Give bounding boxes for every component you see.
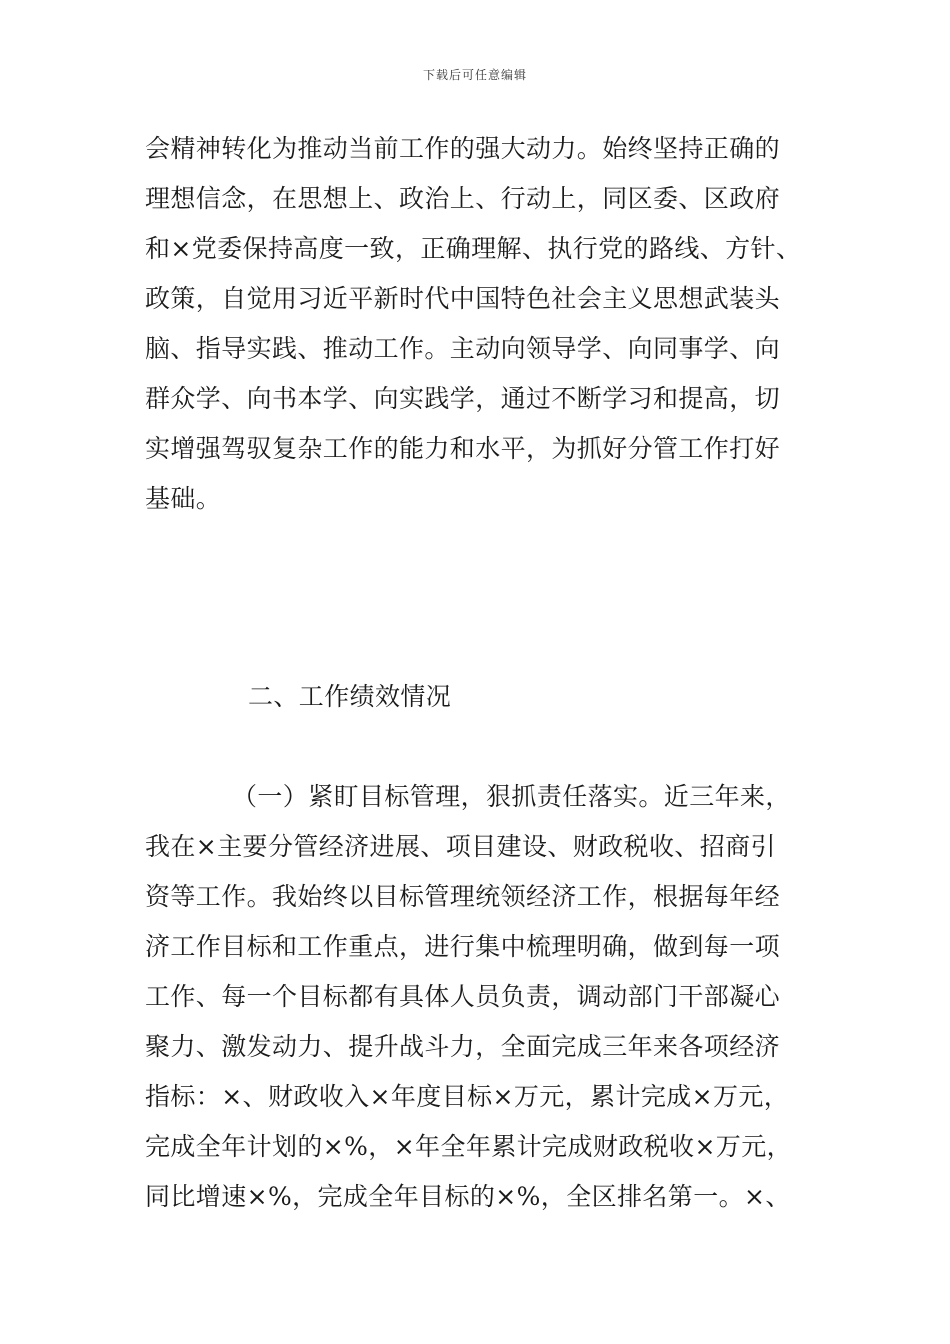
paragraph-line: 基础。 xyxy=(145,484,222,513)
paragraph-line: 我在×主要分管经济进展、项目建设、财政税收、招商引 xyxy=(145,832,776,861)
paragraph-line: 指标：×、财政收入×年度目标×万元，累计完成×万元， xyxy=(145,1082,790,1111)
paragraph-line: 同比增速×%，完成全年目标的×%，全区排名第一。×、 xyxy=(145,1182,791,1211)
paragraph-line: 实增强驾驭复杂工作的能力和水平，为抓好分管工作打好 xyxy=(145,434,781,463)
paragraph-line: 会精神转化为推动当前工作的强大动力。始终坚持正确的 xyxy=(145,134,781,163)
paragraph-line: 理想信念，在思想上、政治上、行动上，同区委、区政府 xyxy=(145,184,781,213)
page-header-note: 下载后可任意编辑 xyxy=(422,68,527,82)
paragraph-line: 脑、指导实践、推动工作。主动向领导学、向同事学、向 xyxy=(145,334,781,363)
paragraph-line: 资等工作。我始终以目标管理统领经济工作，根据每年经 xyxy=(145,882,781,911)
paragraph-line: 政策，自觉用习近平新时代中国特色社会主义思想武装头 xyxy=(145,284,781,313)
paragraph-line: 完成全年计划的×%，×年全年累计完成财政税收×万元， xyxy=(145,1132,792,1161)
paragraph-line: 工作、每一个目标都有具体人员负责，调动部门干部凝心 xyxy=(145,982,781,1011)
paragraph-line: 和×党委保持高度一致，正确理解、执行党的路线、方针、 xyxy=(145,234,802,263)
section-heading: 二、工作绩效情况 xyxy=(248,682,452,711)
paragraph-line: 聚力、激发动力、提升战斗力，全面完成三年来各项经济 xyxy=(145,1032,781,1061)
paragraph-line: 济工作目标和工作重点，进行集中梳理明确，做到每一项 xyxy=(145,932,781,961)
paragraph-line: 群众学、向书本学、向实践学，通过不断学习和提高，切 xyxy=(145,384,781,413)
paragraph-line: （一）紧盯目标管理，狠抓责任落实。近三年来， xyxy=(232,782,791,811)
